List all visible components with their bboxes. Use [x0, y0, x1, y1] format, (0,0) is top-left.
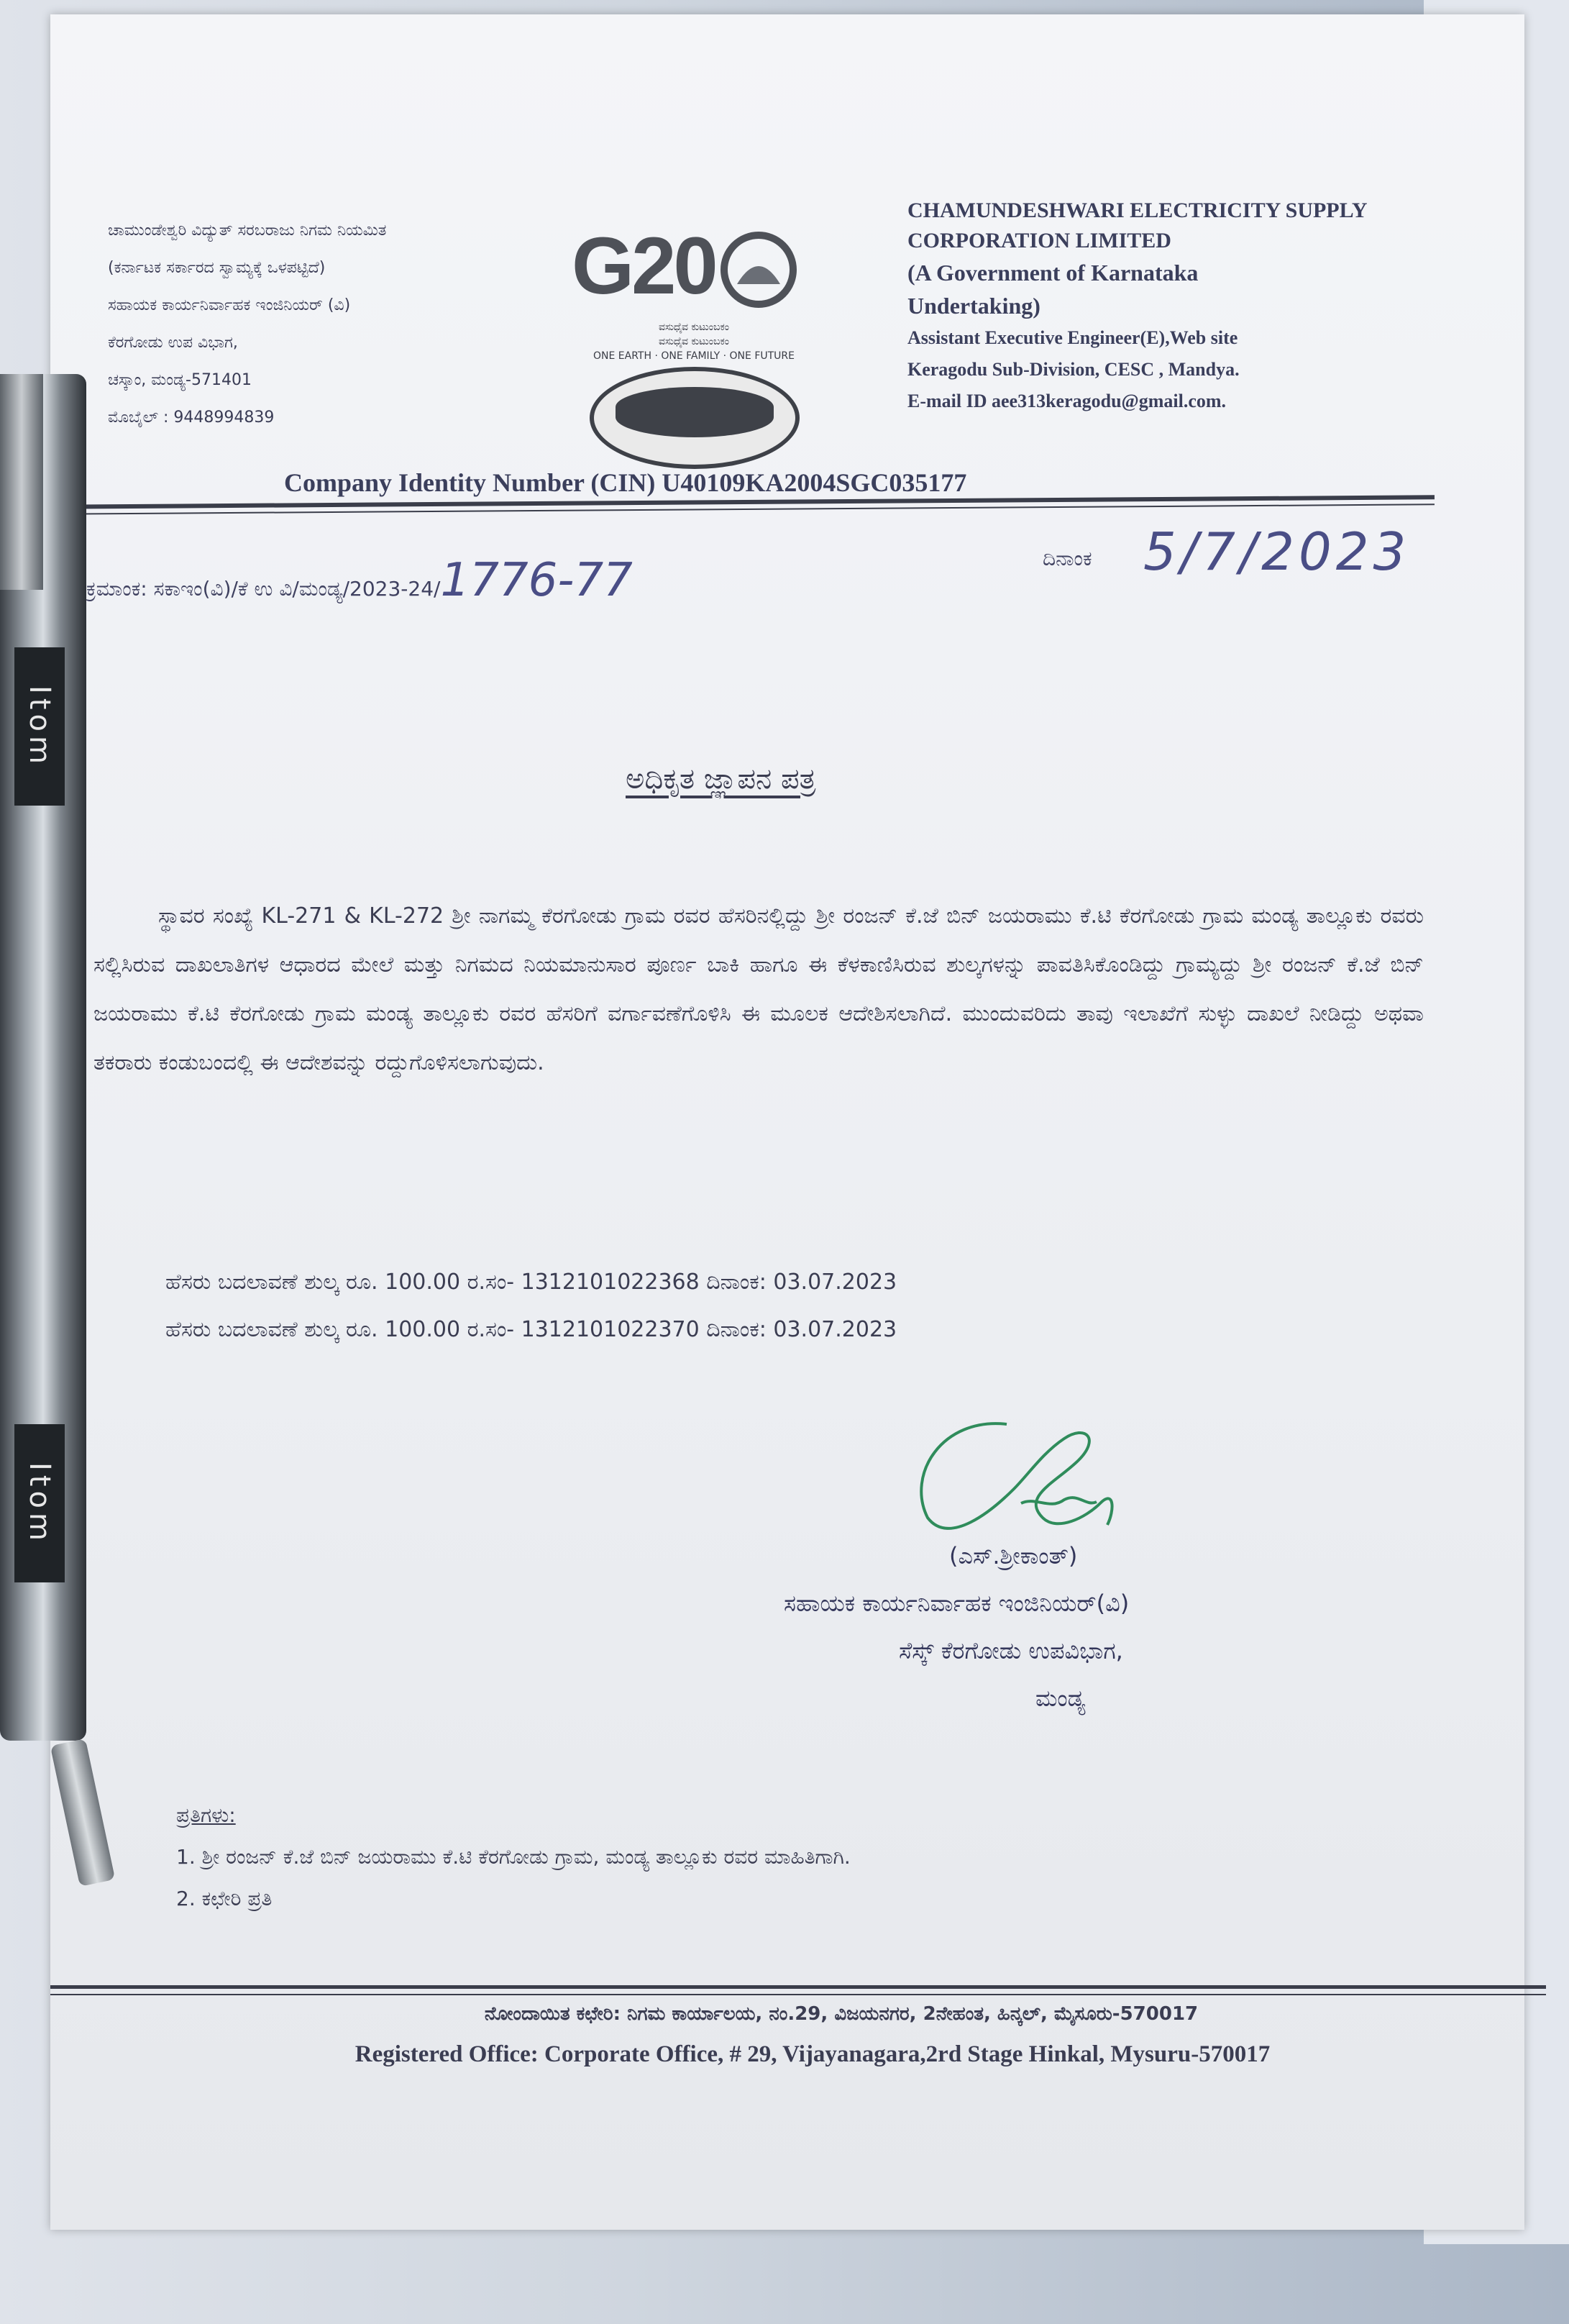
signatory-name: (ಎಸ್.ಶ್ರೀಕಾಂತ್)	[949, 1542, 1078, 1569]
fee-list	[165, 1259, 897, 1354]
binder-clip-top	[0, 374, 43, 590]
g20-logo-text: G20	[572, 221, 715, 311]
fee-line: ಹೆಸರು ಬದಲಾವಣೆ ಶುಲ್ಕ ರೂ. 100.00 ರ.ಸಂ- 1312101022368 ದಿನಾಂಕ: 03.07.2023	[165, 1270, 897, 1295]
office-title: Assistant Executive Engineer(E),Web site	[907, 327, 1238, 348]
clip-label: Itom	[14, 1424, 65, 1582]
kannada-line: ಮೊಬೈಲ್ : 9448994839	[108, 409, 275, 427]
copy-item: 2. ಕಛೇರಿ ಪ್ರತಿ	[176, 1887, 273, 1910]
footer-divider	[50, 1985, 1546, 1989]
copies-heading: ಪ್ರತಿಗಳು:	[176, 1803, 236, 1827]
letter-body: ಸ್ಥಾವರ ಸಂಖ್ಯೆ KL-271 & KL-272 ಶ್ರೀ ನಾಗಮ್ಮ ಕೆರಗೋಡು ಗ್ರಾಮ ರವರ ಹೆಸರಿನಲ್ಲಿದ್ದು ಶ್ರೀ ರಂಜನ್ ಕೆ.ಜೆ ಬಿನ್ ಜಯರಾಮು ಕೆ.ಟಿ ಕೆರಗೋಡು ಗ್ರಾಮ ಮಂಡ್ಯ ತಾಲ್ಲೂಕು ರವರು ಸಲ್ಲಿಸಿರುವ ದಾಖಲಾತಿಗಳ ಆಧಾರದ ಮೇಲೆ ಮತ್ತು ನಿಗಮದ ನಿಯಮಾನುಸಾರ ಪೂರ್ಣ ಬಾಕಿ ಹಾಗೂ ಈ ಕೆಳಕಾಣಿಸಿರುವ ಶುಲ್ಕಗಳನ್ನು ಪಾವತಿಸಿಕೊಂಡಿದ್ದು ಗ್ರಾಮ್ಯದ್ದು ಶ್ರೀ ರಂಜನ್ ಕೆ.ಜೆ ಬಿನ್ ಜಯರಾಮು ಕೆ.ಟಿ ಕೆರಗೋಡು ಗ್ರಾಮ ಮಂಡ್ಯ ತಾಲ್ಲೂಕು ರವರ ಹೆಸರಿಗೆ ವರ್ಗಾವಣೆಗೊಳಿಸಿ ಈ ಮೂಲಕ ಆದೇಶಿಸಲಾಗಿದೆ. ಮುಂದುವರಿದು ತಾವು ಇಲಾಖೆಗೆ ಸುಳ್ಳು ದಾಖಲೆ ನೀಡಿದ್ದು ಅಥವಾ ತಕರಾರು ಕಂಡುಬಂದಲ್ಲಿ ಈ ಆದೇಶವನ್ನು ರದ್ದುಗೊಳಿಸಲಾಗುವುದು.	[93, 903, 1424, 1075]
govt-line2: Undertaking)	[907, 293, 1040, 319]
cesc-logo	[590, 367, 800, 469]
date-label: ದಿನಾಂಕ	[1043, 547, 1092, 570]
footer-divider-thin	[50, 1994, 1546, 1995]
kannada-line: (ಕರ್ನಾಟಕ ಸರ್ಕಾರದ ಸ್ವಾಮ್ಯಕ್ಕೆ ಒಳಪಟ್ಟಿದೆ)	[108, 259, 326, 277]
copy-item: 1. ಶ್ರೀ ರಂಜನ್ ಕೆ.ಜೆ ಬಿನ್ ಜಯರಾಮು ಕೆ.ಟಿ ಕೆರಗೋಡು ಗ್ರಾಮ, ಮಂಡ್ಯ ತಾಲ್ಲೂಕು ರವರ ಮಾಹಿತಿಗಾಗಿ.	[176, 1845, 851, 1869]
g20-tagline: ವಸುಧೈವ ಕುಟುಂಬಕಂ ವಸುಧೈವ ಕುಟುಂಬಕಂ ONE EARTH · ONE FAMILY · ONE FUTURE	[593, 322, 795, 362]
signature-block	[784, 1532, 1129, 1722]
cin-number: Company Identity Number (CIN) U40109KA2004SGC035177	[284, 468, 967, 497]
govt-line1: (A Government of Karnataka	[907, 260, 1199, 286]
office-email: E-mail ID aee313keragodu@gmail.com.	[907, 391, 1227, 411]
signatory-place: ಮಂಡ್ಯ	[1035, 1685, 1086, 1712]
fee-line: ಹೆಸರು ಬದಲಾವಣೆ ಶುಲ್ಕ ರೂ. 100.00 ರ.ಸಂ- 1312101022370 ದಿನಾಂಕ: 03.07.2023	[165, 1317, 897, 1342]
signatory-designation: ಸಹಾಯಕ ಕಾರ್ಯನಿರ್ವಾಹಕ ಇಂಜಿನಿಯರ್(ವಿ)	[784, 1590, 1130, 1617]
kannada-line: ಚಾಮುಂಡೇಶ್ವರಿ ವಿದ್ಯುತ್ ಸರಬರಾಜು ನಿಗಮ ನಿಯಮಿತ	[108, 222, 387, 240]
kannada-line: ಸಹಾಯಕ ಕಾರ್ಯನಿರ್ವಾಹಕ ಇಂಜಿನಿಯರ್ (ವಿ)	[108, 296, 351, 314]
reference-label: ಕ್ರಮಾಂಕ: ಸಕಾಇಂ(ವಿ)/ಕೆ ಉ ವಿ/ಮಂಡ್ಯ/2023-24/	[86, 577, 441, 601]
reference-number	[86, 554, 633, 607]
kannada-line: ಚಸ್ಕಾಂ, ಮಂಡ್ಯ-571401	[108, 371, 252, 389]
signatory-office: ಸೆಸ್ಕ್ ಕೆರಗೋಡು ಉಪವಿಭಾಗ,	[899, 1637, 1123, 1664]
kannada-letterhead	[108, 212, 539, 437]
copies-section	[176, 1795, 851, 1920]
letter-title: ಅಧಿಕೃತ ಜ್ಞಾಪನ ಪತ್ರ	[626, 762, 816, 796]
company-name-line1: CHAMUNDESHWARI ELECTRICITY SUPPLY	[907, 199, 1368, 222]
company-name-line2: CORPORATION LIMITED	[907, 229, 1171, 252]
clip-label: Itom	[14, 647, 65, 806]
english-letterhead	[907, 196, 1468, 417]
g20-globe-icon	[715, 227, 802, 313]
handwritten-date: 5/7/2023	[1143, 521, 1411, 582]
footer-english: Registered Office: Corporate Office, # 29, Vijayanagara,2rd Stage Hinkal, Mysuru-570017	[354, 2041, 1271, 2067]
office-address: Keragodu Sub-Division, CESC , Mandya.	[907, 359, 1240, 380]
footer-kannada: ನೋಂದಾಯಿತ ಕಛೇರಿ: ನಿಗಮ ಕಾರ್ಯಾಲಯ, ನಂ.29, ವಿಜಯನಗರ, 2ನೇಹಂತ, ಹಿನ್ಕಲ್, ಮೈಸೂರು-570017	[484, 2003, 1199, 2025]
kannada-line: ಕೆರಗೋಡು ಉಪ ವಿಭಾಗ,	[108, 334, 238, 352]
handwritten-reference: 1776-77	[440, 554, 633, 607]
